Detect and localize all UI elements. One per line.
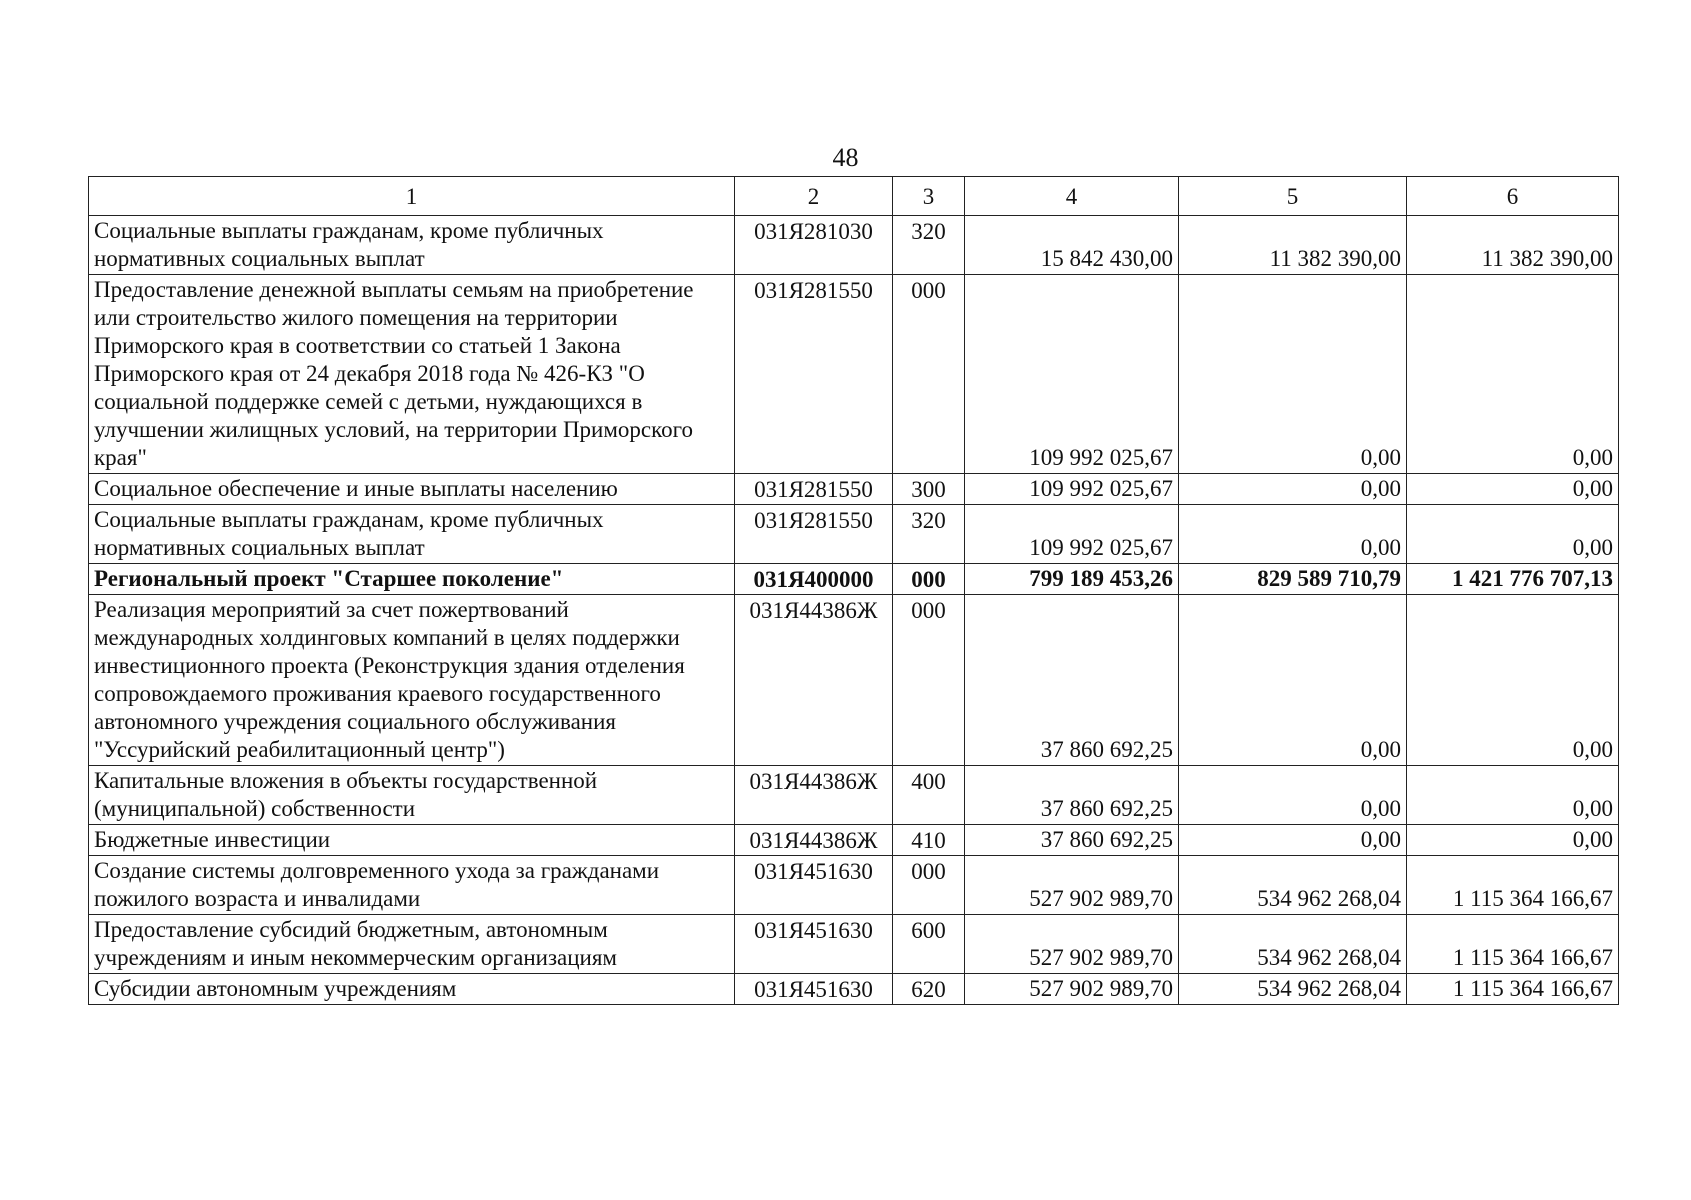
row-name: Социальные выплаты гражданам, кроме публичных нормативных социальных выплат: [89, 216, 735, 275]
table-row: [89, 766, 1619, 825]
row-value-4: 799 189 453,26: [965, 564, 1179, 595]
row-expense-type: 000: [893, 595, 965, 766]
row-target-code: 031Я281550: [735, 275, 893, 474]
row-value-4: 15 842 430,00: [965, 216, 1179, 275]
table-row: [89, 595, 1619, 766]
row-name: Капитальные вложения в объекты государственной (муниципальной) собственности: [89, 766, 735, 825]
row-value-5: 829 589 710,79: [1179, 564, 1407, 595]
row-value-6: 1 421 776 707,13: [1407, 564, 1619, 595]
budget-table: [88, 176, 1619, 1005]
row-value-5: 0,00: [1179, 474, 1407, 505]
column-header-3: 3: [893, 177, 965, 216]
column-header-5: 5: [1179, 177, 1407, 216]
column-header-4: 4: [965, 177, 1179, 216]
row-value-4: 527 902 989,70: [965, 856, 1179, 915]
row-value-4: 37 860 692,25: [965, 595, 1179, 766]
page-number: 48: [832, 143, 859, 172]
row-value-4: 37 860 692,25: [965, 825, 1179, 856]
row-value-6: 0,00: [1407, 825, 1619, 856]
row-expense-type: 600: [893, 915, 965, 974]
row-target-code: 031Я281030: [735, 216, 893, 275]
table-row: [89, 915, 1619, 974]
row-expense-type: 320: [893, 216, 965, 275]
table-row: [89, 856, 1619, 915]
column-header-6: 6: [1407, 177, 1619, 216]
table-row: [89, 825, 1619, 856]
row-name: Региональный проект "Старшее поколение": [89, 564, 735, 595]
row-value-5: 0,00: [1179, 825, 1407, 856]
row-value-4: 109 992 025,67: [965, 505, 1179, 564]
row-value-4: 109 992 025,67: [965, 275, 1179, 474]
row-target-code: 031Я44386Ж: [735, 766, 893, 825]
row-expense-type: 000: [893, 856, 965, 915]
row-value-6: 0,00: [1407, 275, 1619, 474]
row-value-5: 534 962 268,04: [1179, 915, 1407, 974]
row-value-6: 1 115 364 166,67: [1407, 915, 1619, 974]
row-value-4: 37 860 692,25: [965, 766, 1179, 825]
row-value-5: 0,00: [1179, 275, 1407, 474]
row-value-5: 0,00: [1179, 766, 1407, 825]
row-value-6: 0,00: [1407, 766, 1619, 825]
row-value-6: 11 382 390,00: [1407, 216, 1619, 275]
row-value-5: 11 382 390,00: [1179, 216, 1407, 275]
column-header-2: 2: [735, 177, 893, 216]
table-row-section-total: [89, 564, 1619, 595]
row-expense-type: 300: [893, 474, 965, 505]
row-expense-type: 000: [893, 564, 965, 595]
row-name: Реализация мероприятий за счет пожертвований международных холдинговых компаний в целях поддержки инвестиционного проекта (Реконструкция здания отделения сопровождаемого проживания краевого государственного автономного учреждения социального обслуживания "Уссурийский реабилитационный центр"): [89, 595, 735, 766]
row-value-6: 0,00: [1407, 595, 1619, 766]
row-value-5: 534 962 268,04: [1179, 974, 1407, 1005]
row-value-5: 0,00: [1179, 595, 1407, 766]
row-value-4: 109 992 025,67: [965, 474, 1179, 505]
row-target-code: 031Я451630: [735, 856, 893, 915]
row-name: Предоставление субсидий бюджетным, автономным учреждениям и иным некоммерческим организациям: [89, 915, 735, 974]
table-row: [89, 505, 1619, 564]
row-value-6: 1 115 364 166,67: [1407, 856, 1619, 915]
row-name: Социальное обеспечение и иные выплаты населению: [89, 474, 735, 505]
row-value-4: 527 902 989,70: [965, 974, 1179, 1005]
row-target-code: 031Я44386Ж: [735, 825, 893, 856]
row-expense-type: 620: [893, 974, 965, 1005]
row-value-6: 0,00: [1407, 474, 1619, 505]
row-target-code: 031Я451630: [735, 974, 893, 1005]
row-name: Бюджетные инвестиции: [89, 825, 735, 856]
row-name: Предоставление денежной выплаты семьям на приобретение или строительство жилого помещения на территории Приморского края в соответствии со статьей 1 Закона Приморского края от 24 декабря 2018 года № 426-КЗ "О социальной поддержке семей с детьми, нуждающихся в улучшении жилищных условий, на территории Приморского края": [89, 275, 735, 474]
table-row: [89, 474, 1619, 505]
row-value-5: 534 962 268,04: [1179, 856, 1407, 915]
table-row: [89, 974, 1619, 1005]
row-target-code: 031Я44386Ж: [735, 595, 893, 766]
row-name: Создание системы долговременного ухода за гражданами пожилого возраста и инвалидами: [89, 856, 735, 915]
column-header-1: 1: [89, 177, 735, 216]
table-row: [89, 275, 1619, 474]
row-target-code: 031Я400000: [735, 564, 893, 595]
row-expense-type: 400: [893, 766, 965, 825]
row-name: Социальные выплаты гражданам, кроме публичных нормативных социальных выплат: [89, 505, 735, 564]
row-expense-type: 000: [893, 275, 965, 474]
row-target-code: 031Я281550: [735, 505, 893, 564]
row-value-6: 0,00: [1407, 505, 1619, 564]
row-expense-type: 320: [893, 505, 965, 564]
row-target-code: 031Я281550: [735, 474, 893, 505]
row-expense-type: 410: [893, 825, 965, 856]
row-name: Субсидии автономным учреждениям: [89, 974, 735, 1005]
row-value-5: 0,00: [1179, 505, 1407, 564]
table-header-row: [89, 177, 1619, 216]
row-target-code: 031Я451630: [735, 915, 893, 974]
row-value-4: 527 902 989,70: [965, 915, 1179, 974]
table-row: [89, 216, 1619, 275]
row-value-6: 1 115 364 166,67: [1407, 974, 1619, 1005]
